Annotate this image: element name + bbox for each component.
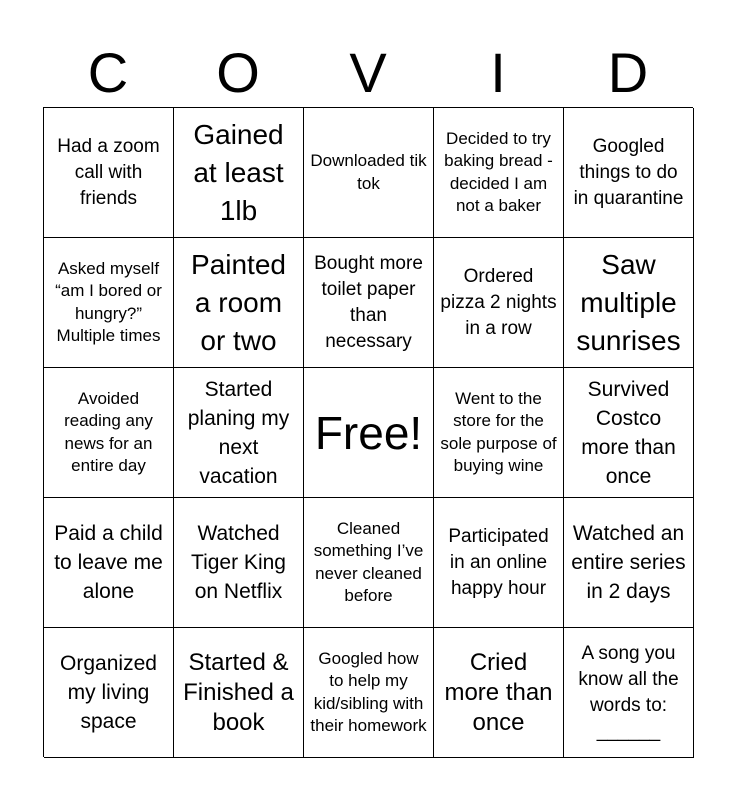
bingo-cell-r2c5[interactable] bbox=[564, 238, 694, 368]
bingo-cell-text: Cried more than once bbox=[444, 648, 553, 736]
bingo-cell-text: Watched an entire series in 2 days bbox=[571, 522, 686, 603]
bingo-cell-text: Saw multiple sunrises bbox=[576, 248, 681, 356]
bingo-cell-text: Decided to try baking bread - decided I am not a baker bbox=[444, 128, 553, 215]
bingo-cell-r4c1[interactable] bbox=[44, 498, 174, 628]
bingo-cell-r4c3[interactable] bbox=[304, 498, 434, 628]
bingo-cell-r1c3[interactable] bbox=[304, 108, 434, 238]
bingo-cell-text: Free! bbox=[314, 406, 423, 459]
bingo-cell-text: Paid a child to leave me alone bbox=[54, 522, 163, 603]
bingo-cell-r1c4[interactable] bbox=[434, 108, 564, 238]
bingo-cell-text: Bought more toilet paper than necessary bbox=[314, 252, 423, 352]
header-letter-d: D bbox=[607, 41, 649, 104]
bingo-cell-text: Survived Costco more than once bbox=[581, 377, 676, 488]
bingo-cell-r1c2[interactable] bbox=[174, 108, 304, 238]
bingo-cell-r3c4[interactable] bbox=[434, 368, 564, 498]
bingo-cell-r5c2[interactable] bbox=[174, 628, 304, 758]
bingo-cell-text: Cleaned something I’ve never cleaned before bbox=[313, 518, 424, 605]
bingo-cell-text: Participated in an online happy hour bbox=[448, 525, 549, 599]
bingo-cell-r2c1[interactable] bbox=[44, 238, 174, 368]
bingo-cell-text: Started planing my next vacation bbox=[187, 377, 290, 488]
bingo-cell-text: Went to the store for the sole purpose of buying wine bbox=[440, 388, 557, 475]
bingo-cell-text: Googled things to do in quarantine bbox=[573, 135, 684, 209]
bingo-grid bbox=[43, 107, 693, 757]
header-letter-v: V bbox=[349, 41, 387, 104]
bingo-cell-text: Painted a room or two bbox=[191, 248, 286, 356]
bingo-cell-r3c1[interactable] bbox=[44, 368, 174, 498]
bingo-cell-text: Asked myself “am I bored or hungry?” Multiple times bbox=[55, 258, 162, 345]
bingo-cell-r3c5[interactable] bbox=[564, 368, 694, 498]
bingo-cell-text: Had a zoom call with friends bbox=[57, 135, 160, 209]
bingo-cell-r5c5[interactable] bbox=[564, 628, 694, 758]
bingo-cell-r3c2[interactable] bbox=[174, 368, 304, 498]
bingo-cell-text: Gained at least 1lb bbox=[193, 118, 284, 226]
bingo-cell-r5c4[interactable] bbox=[434, 628, 564, 758]
bingo-cell-r5c1[interactable] bbox=[44, 628, 174, 758]
bingo-cell-text: Organized my living space bbox=[60, 652, 157, 733]
bingo-header bbox=[43, 40, 693, 106]
header-letter-o: O bbox=[216, 41, 260, 104]
bingo-cell-text: Watched Tiger King on Netflix bbox=[191, 522, 286, 603]
bingo-cell-free[interactable] bbox=[304, 368, 434, 498]
bingo-cell-text: Googled how to help my kid/sibling with their homework bbox=[310, 648, 427, 735]
bingo-cell-r1c1[interactable] bbox=[44, 108, 174, 238]
bingo-cell-r2c4[interactable] bbox=[434, 238, 564, 368]
header-letter-c: C bbox=[87, 41, 129, 104]
bingo-cell-r4c5[interactable] bbox=[564, 498, 694, 628]
bingo-cell-r1c5[interactable] bbox=[564, 108, 694, 238]
header-letter-i: I bbox=[490, 41, 506, 104]
bingo-cell-r2c3[interactable] bbox=[304, 238, 434, 368]
bingo-cell-r2c2[interactable] bbox=[174, 238, 304, 368]
bingo-cell-text: Ordered pizza 2 nights in a row bbox=[440, 265, 557, 339]
bingo-cell-r4c2[interactable] bbox=[174, 498, 304, 628]
bingo-cell-text: Started & Finished a book bbox=[183, 648, 294, 736]
bingo-cell-text: A song you know all the words to: ______ bbox=[578, 642, 679, 742]
bingo-cell-r5c3[interactable] bbox=[304, 628, 434, 758]
bingo-cell-r4c4[interactable] bbox=[434, 498, 564, 628]
bingo-cell-text: Downloaded tik tok bbox=[310, 151, 427, 193]
bingo-cell-text: Avoided reading any news for an entire day bbox=[64, 388, 153, 475]
